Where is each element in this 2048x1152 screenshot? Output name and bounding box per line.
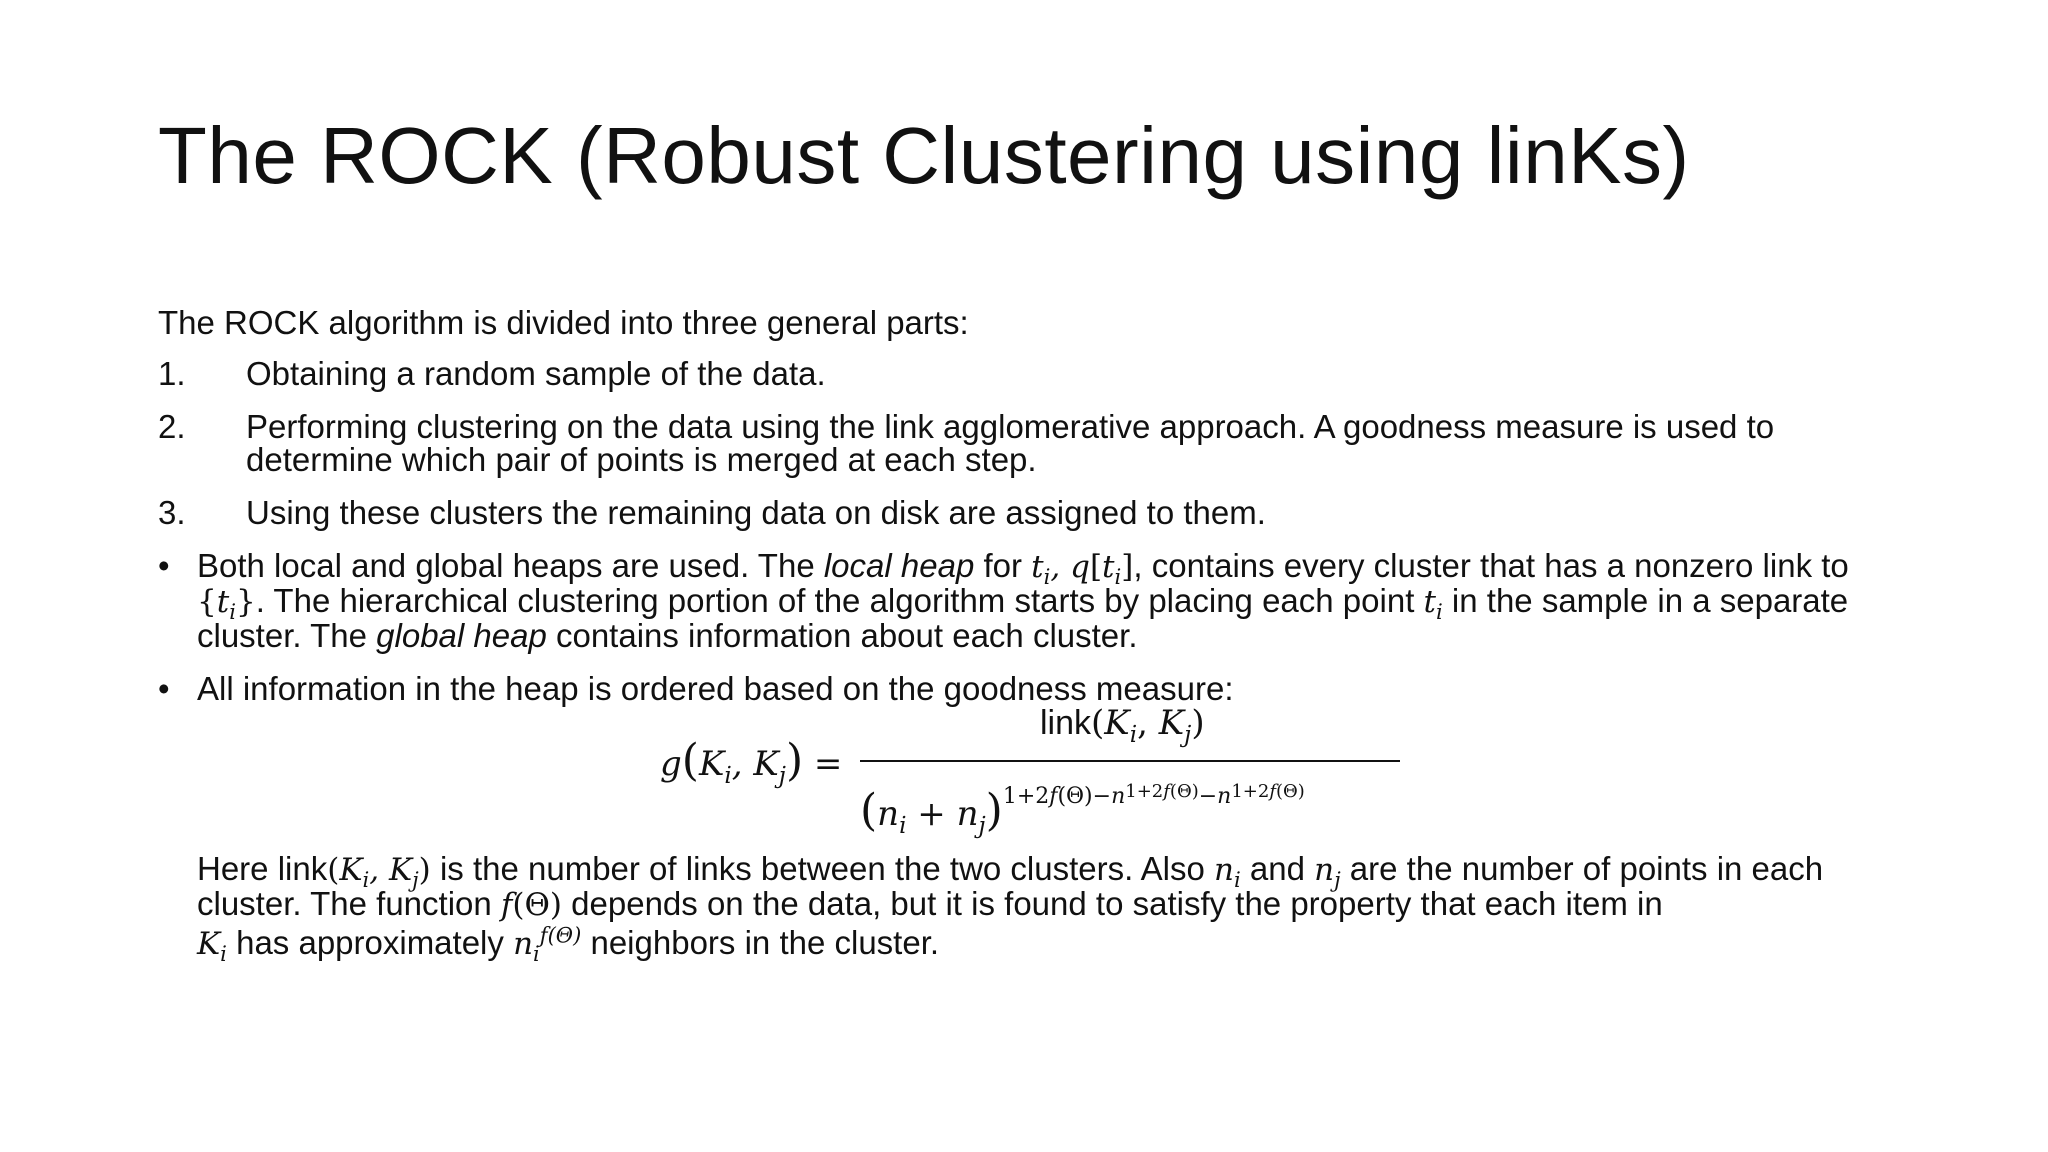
bullet-goodness-text: All information in the heap is ordered based on the goodness measure: [197,670,1234,707]
formula-numerator: $link(K_i$, $K_j$) [1040,703,1205,748]
bullet-marker: • [158,547,170,584]
numbered-item-2 [158,410,1918,476]
item-text: Performing clustering on the data using the link agglomerative approach. A goodness measure is used to determine which pair of points is merged at each step. [246,408,1775,478]
fraction-bar [860,760,1400,762]
item-number: 2. [158,408,186,445]
formula-denominator: $(n_i + n_j)^{1+2f(\Theta)-n^{1+2f(\Theta)}-n^{1+2f(\Theta)}}$ [860,781,1305,839]
math-n-i: $n_i$ [1214,852,1241,893]
explanation-text: Here $link(K_i$, $K_j$) is the number of links between the two clusters. Also $n_i$ and $n_j$ are the number of points in each cluster. The function f(Θ) depends on the data, but it is found to satisfy the property that each item in [197,850,1824,923]
item-text: Obtaining a random sample of the data. [246,355,826,392]
formula-lhs: $g(K_i$, $K_j$) = [660,735,843,789]
item-number: 3. [158,494,186,531]
math-f-theta: f(Θ) [500,887,562,923]
bullet-heaps-text: Both local and global heaps are used. The local heap for $t_i$, $q[t_i]$, contains every cluster that has a nonzero link to $\{t_i\}$. The hierarchical clustering portion of the algorithm starts by placing each point $t_i$ in the sample in a separate cluster. The global heap contains information about each cluster. [197,547,1849,654]
math-n-i-power: $n_i^{f(\Theta)}$ [513,922,582,967]
math-t-i: $t_i$ [1423,584,1443,625]
item-number: 1. [158,355,186,392]
bullet-marker: • [158,670,170,707]
item-text: Using these clusters the remaining data on disk are assigned to them. [246,494,1266,531]
bullet-heaps [158,549,1918,652]
goodness-formula [660,705,1420,845]
math-n-j: $n_j$ [1314,852,1341,893]
math-t-i: $t_i$, $q[t_i]$ [1031,549,1134,590]
numbered-item-1 [158,357,1918,390]
explanation-text-end: $K_i$ has approximately $n_i^{f(\Theta)}$ neighbors in the cluster. [197,922,940,967]
numbered-item-3 [158,496,1918,529]
math-link-args: ($K_i$, $K_j$) [327,852,431,893]
slide-body [158,306,1918,725]
slide-title: The ROCK (Robust Clustering using linKs) [158,111,1690,200]
math-set-t-i: $\{t_i\}$ [197,584,256,625]
math-k-i: $K_i$ [197,926,227,967]
intro-text: The ROCK algorithm is divided into three general parts: [158,304,969,341]
explanation-paragraph [197,850,1917,967]
bullet-goodness [158,672,1918,705]
